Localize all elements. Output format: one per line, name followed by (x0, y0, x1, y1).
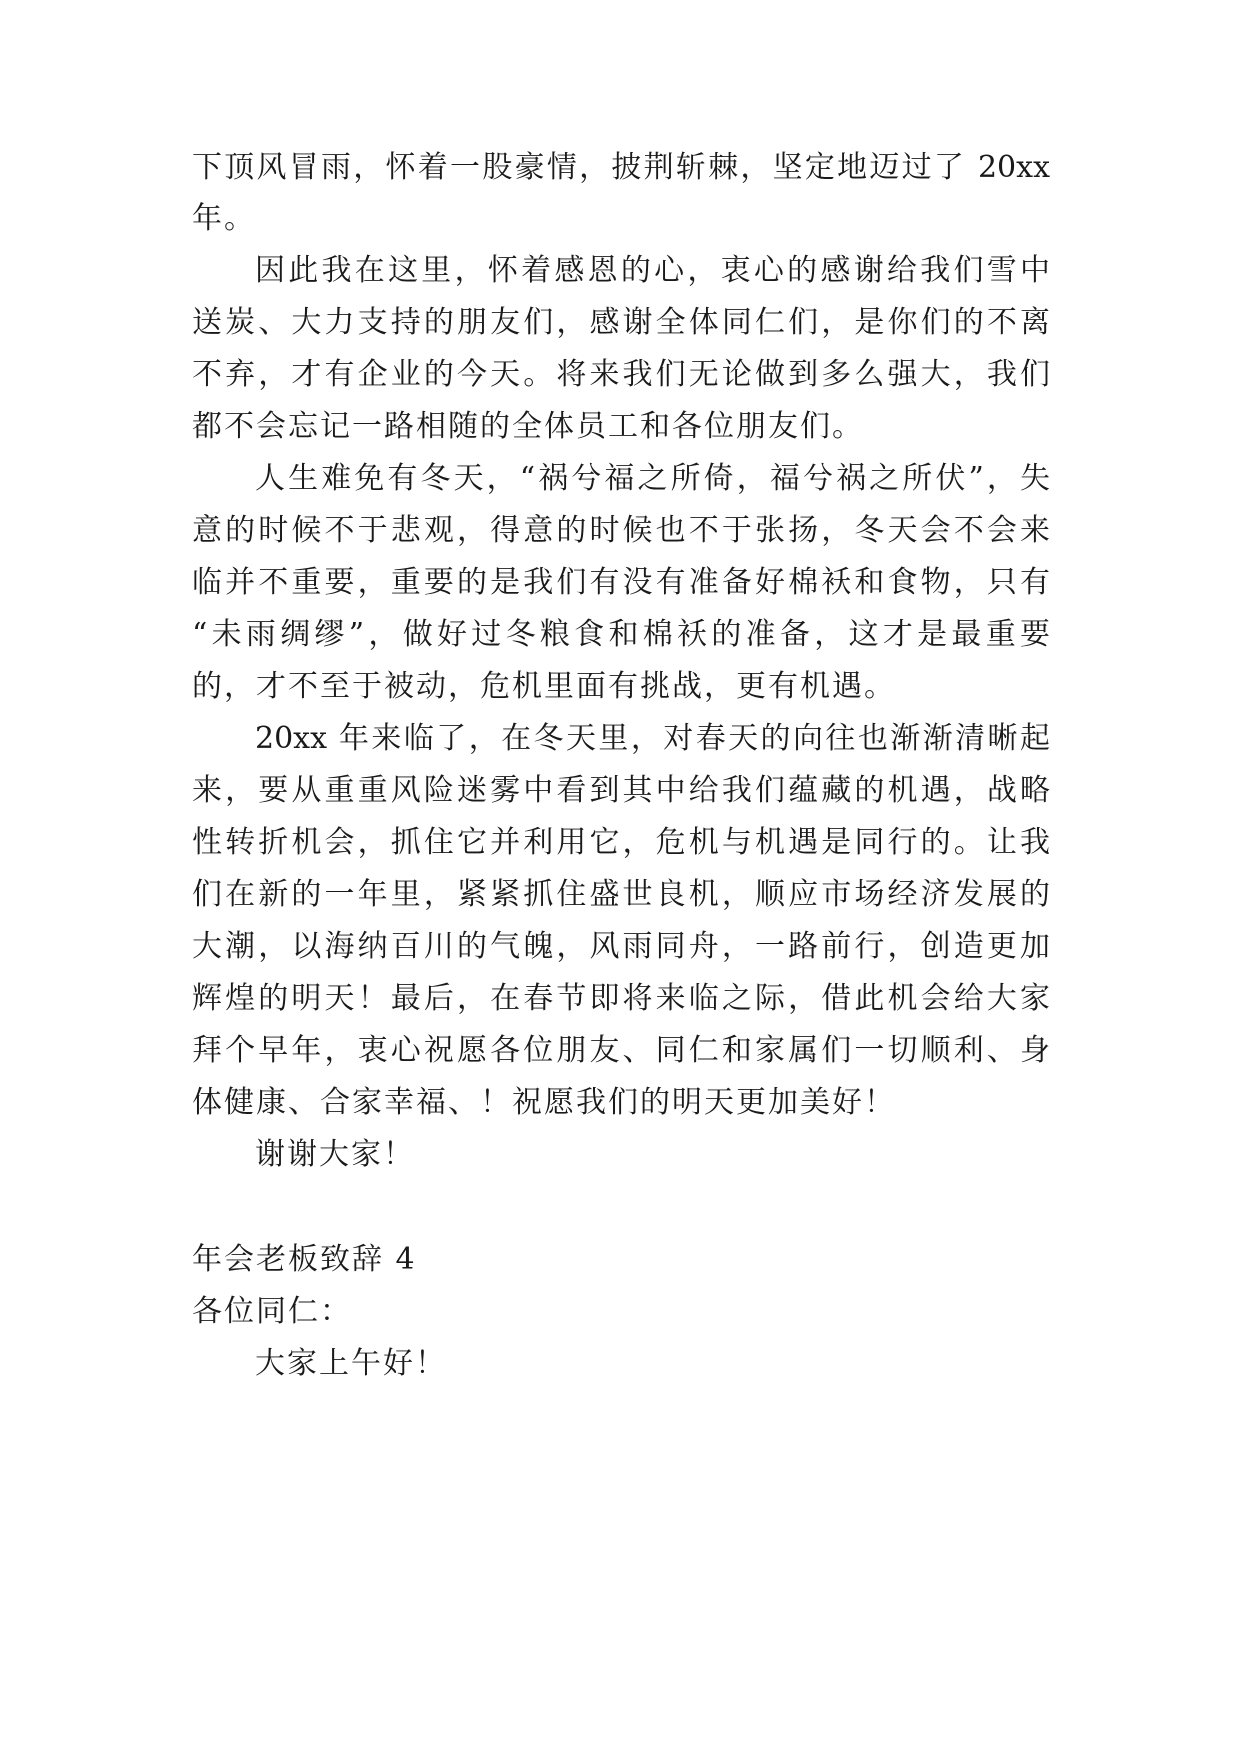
paragraph-line: 因此我在这里，怀着感恩的心，衷心的感谢给我们雪中 (255, 253, 1050, 288)
paragraph-line: 辉煌的明天！最后，在春节即将来临之际，借此机会给大家 (192, 981, 1050, 1016)
paragraph-line: 20xx 年来临了，在冬天里，对春天的向往也渐渐清晰起 (255, 721, 1050, 756)
paragraph-line: 大潮，以海纳百川的气魄，风雨同舟，一路前行，创造更加 (192, 929, 1050, 964)
paragraph-line: 们在新的一年里，紧紧抓住盛世良机，顺应市场经济发展的 (192, 877, 1050, 912)
paragraph-line: 年。 (192, 201, 256, 236)
paragraph-line: 拜个早年，衷心祝愿各位朋友、同仁和家属们一切顺利、身 (192, 1033, 1050, 1068)
paragraph-line: “未雨绸缪”，做好过冬粮食和棉袄的准备，这才是最重要 (192, 617, 1050, 652)
paragraph-line: 送炭、大力支持的朋友们，感谢全体同仁们，是你们的不离 (192, 305, 1050, 340)
paragraph-line: 人生难免有冬天，“祸兮福之所倚，福兮祸之所伏”，失 (255, 461, 1050, 496)
greeting-line: 大家上午好！ (255, 1346, 447, 1381)
paragraph-line: 临并不重要，重要的是我们有没有准备好棉袄和食物，只有 (192, 565, 1050, 600)
closing-line: 谢谢大家！ (255, 1137, 415, 1172)
paragraph-line: 性转折机会，抓住它并利用它，危机与机遇是同行的。让我 (192, 825, 1050, 860)
paragraph-line: 体健康、合家幸福、！祝愿我们的明天更加美好！ (192, 1085, 896, 1120)
paragraph-line: 意的时候不于悲观，得意的时候也不于张扬，冬天会不会来 (192, 513, 1050, 548)
paragraph-line: 下顶风冒雨，怀着一股豪情，披荆斩棘，坚定地迈过了 20xx (192, 150, 1050, 185)
paragraph-line: 都不会忘记一路相随的全体员工和各位朋友们。 (192, 409, 864, 444)
paragraph-line: 的，才不至于被动，危机里面有挑战，更有机遇。 (192, 669, 896, 704)
paragraph-line: 来，要从重重风险迷雾中看到其中给我们蕴藏的机遇，战略 (192, 773, 1050, 808)
section-title: 年会老板致辞 4 (192, 1242, 417, 1277)
paragraph-line: 不弃，才有企业的今天。将来我们无论做到多么强大，我们 (192, 357, 1050, 392)
salutation: 各位同仁： (192, 1294, 352, 1329)
